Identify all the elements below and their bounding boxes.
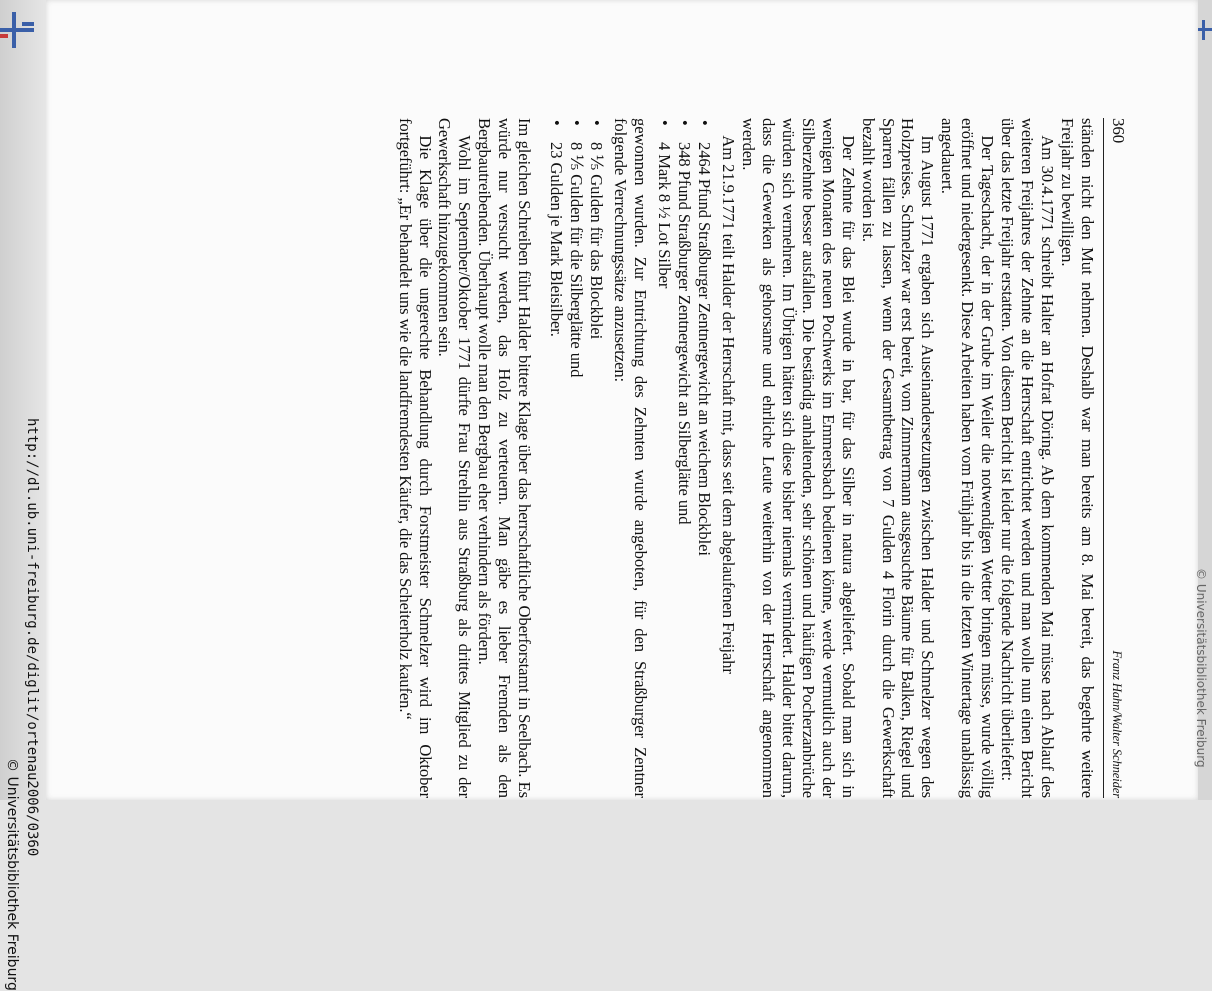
running-header [1103, 118, 1128, 798]
bullet-list-rates [546, 118, 606, 798]
right-margin-copyright: © Universitätsbibliothek Freiburg [1194, 568, 1208, 768]
list-item: • 348 Pfund Straßburger Zentnergewicht an Silberglätte und [674, 142, 694, 798]
library-logo-icon-right [1198, 20, 1212, 40]
paragraph: Am 21.9.1771 teilt Halder der Herrschaft mit, dass seit dem abgelaufenen Freijahr [718, 135, 738, 674]
list-item: • 8 ⅕ Gulden für das Blockblei [586, 142, 606, 798]
page-number: 360 [1109, 118, 1128, 144]
list-item: • 2464 Pfund Straßburger Zentnergewicht an weichem Blockblei [694, 142, 714, 798]
spacer [534, 118, 542, 798]
copyright-notice: © Universitätsbibliothek Freiburg [4, 758, 20, 991]
library-logo-icon [0, 12, 40, 48]
paragraph: Der Zehnte für das Blei wurde in bar, für das Silber in natura abgeliefert. Sobald man sich in wenigen Monaten des neuen Pochwerks im Emmersbach bedienen könne, werde vermutlich auch der Silberzehnte besser ausfallen. Die beständig anhaltenden, sehr schönen und häufigen Pocherzanbrüche würden sich vermehren. Im Übrigen hätten sich diese bisher niemals vermindert. Halder bittet darum, dass die Gewerken als gehorsame und ehrliche Leute weiterhin von der Herrschaft angenommen werden. [738, 118, 858, 798]
list-item: • 23 Gulden je Mark Bleisilber. [546, 142, 566, 798]
paragraph: Die Klage über die ungerechte Behandlung durch Forstmeister Schmelzer wird im Oktober fortgeführt: „Er behandelt uns wie die landfremdesten Käufer, die das Scheiterholz kaufen.“ [395, 118, 435, 798]
source-url[interactable]: http://dl.ub.uni-freiburg.de/diglit/ortenau2006/0360 [24, 418, 40, 857]
running-header-authors: Franz Hahn/Walter Schneider [1110, 650, 1124, 798]
paragraph: Am 30.4.1771 schreibt Halter an Hofrat Döring. Ab dem kommenden Mai müsse nach Ablauf des weiteren Freijahres der Zehnte an die Herrschaft entrichtet werden und man wolle nun einen Bericht über das letzte Freijahr erstatten. Von diesem Bericht ist leider nur die folgende Nachricht überliefert: [998, 118, 1058, 798]
paragraph: Wohl im September/Oktober 1771 dürfte Frau Strehlin aus Straßburg als drittes Mitglied zu der Gewerkschaft hinzugekommen sein. [435, 118, 475, 798]
paragraph: gewonnen wurden. Zur Entrichtung des Zehnten wurde angeboten, für den Straßburger Zentner folgende Verrechnungssätze anzusetzen: [611, 118, 651, 798]
paragraph: Im August 1771 ergaben sich Auseinandersetzungen zwischen Halder und Schmelzer wegen des Holzpreises. Schmelzer war erst bereit, vom Zimmermann ausgesuchte Bäume für Balken, Riegel und Sparren fällen zu lassen, wenn der Gesamtbetrag von 7 Gulden 4 Florin durch die Gewerkschaft bezahlt worden ist. [858, 118, 938, 798]
paragraph: Im gleichen Schreiben führt Halder bittere Klage über das herrschaftliche Oberforstamt in Seelbach. Es würde nur versucht werden, das Holz zu verteuern. Man gäbe es lieber Fremden als den Bergbautreibenden. Überhaupt wolle man den Bergbau eher verhindern als fördern. [475, 118, 535, 798]
paragraph: Der Tageschacht, der in der Grube im Weiler die notwendigen Wetter bringen müsse, wurde völlig eröffnet und niedergesenkt. Diese Arbeiten haben vom Frühjahr bis in die letzten Wintertage unablässig angedauert. [938, 118, 998, 798]
paragraph: ständen nicht den Mut nehmen. Deshalb war man bereits am 8. Mai bereit, das begehrte weitere Freijahr zu bewilligen. [1058, 118, 1098, 798]
list-item: • 8 ⅕ Gulden für die Silberglätte und [566, 142, 586, 798]
page-content-rotated [395, 118, 1128, 798]
list-item: • 4 Mark 8 ½ Lot Silber [654, 142, 674, 798]
bullet-list-yield [654, 118, 714, 798]
scanned-page [46, 0, 1198, 800]
